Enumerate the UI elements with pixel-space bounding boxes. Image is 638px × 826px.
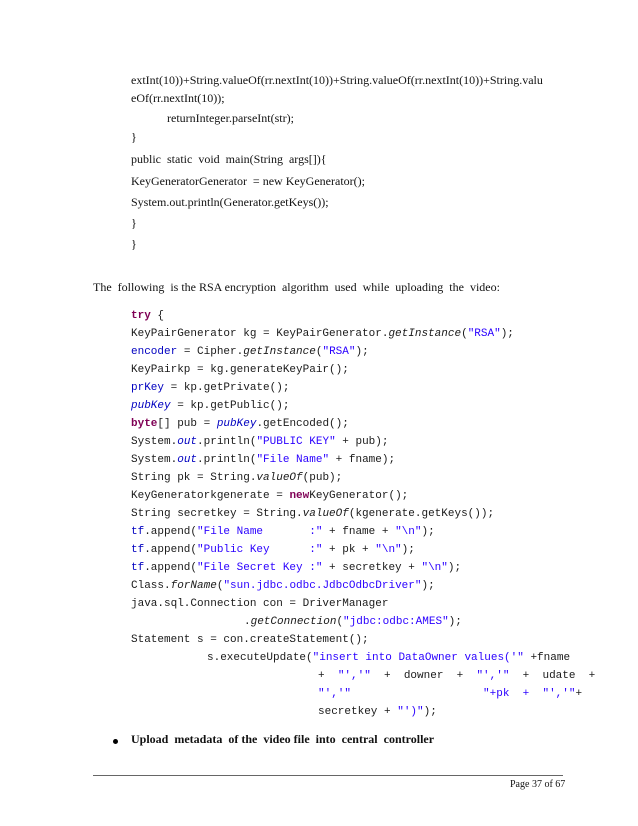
code-text: java.sql.Connection con = DriverManager bbox=[131, 598, 389, 610]
code-text: s.executeUpdate( bbox=[207, 652, 313, 664]
string-literal: "')" bbox=[397, 706, 424, 718]
field-name: pubKey bbox=[131, 400, 171, 412]
string-literal: "','" bbox=[476, 670, 510, 682]
method-name: getInstance bbox=[243, 346, 316, 358]
code-text: { bbox=[150, 310, 165, 322]
code-text: [] pub = bbox=[157, 418, 217, 430]
field-name: out bbox=[177, 436, 198, 448]
code-text: ); bbox=[500, 328, 514, 340]
string-literal: "PUBLIC KEY" bbox=[256, 436, 336, 448]
code-text: ( bbox=[315, 346, 323, 358]
footer-divider bbox=[93, 775, 563, 776]
top-code-line: extInt(10))+String.valueOf(rr.nextInt(10))+String.valueOf(rr.nextInt(10))+String.valu bbox=[131, 73, 543, 87]
code-text: .getEncoded(); bbox=[256, 418, 349, 430]
field-name: pubKey bbox=[216, 418, 257, 430]
code-line bbox=[131, 346, 369, 358]
string-literal: "File Name :" bbox=[197, 526, 323, 538]
code-line bbox=[131, 562, 461, 574]
top-code-line: returnInteger.parseInt(str); bbox=[167, 111, 294, 125]
code-text: Class. bbox=[131, 580, 171, 592]
code-line bbox=[131, 508, 494, 520]
code-line bbox=[244, 616, 462, 628]
top-code-line: } bbox=[131, 130, 137, 144]
method-name: forName bbox=[170, 580, 217, 592]
code-line bbox=[131, 580, 435, 592]
code-text: + bbox=[575, 688, 583, 700]
code-text: String pk = String. bbox=[131, 472, 257, 484]
field-name: out bbox=[177, 454, 198, 466]
code-text: + pk + bbox=[322, 544, 376, 556]
code-line bbox=[318, 670, 595, 682]
code-text: ( bbox=[216, 580, 224, 592]
code-text: + udate + bbox=[509, 670, 596, 682]
code-text: ( bbox=[461, 328, 468, 340]
top-code-line: System.out.println(Generator.getKeys()); bbox=[131, 195, 329, 209]
code-line bbox=[131, 382, 289, 394]
method-name: valueOf bbox=[302, 508, 349, 520]
code-line bbox=[131, 328, 514, 340]
keyword: new bbox=[289, 490, 310, 502]
code-text: Statement s = con.createStatement(); bbox=[131, 634, 369, 646]
code-line bbox=[131, 526, 435, 538]
string-literal: "jdbc:odbc:AMES" bbox=[343, 616, 449, 628]
string-literal: "RSA" bbox=[467, 328, 501, 340]
code-text: ); bbox=[421, 526, 435, 538]
code-line bbox=[131, 598, 388, 610]
string-literal: "','" bbox=[337, 670, 371, 682]
code-text: + secretkey + bbox=[322, 562, 422, 574]
top-code-line: } bbox=[131, 216, 137, 230]
code-text: .append( bbox=[144, 526, 198, 538]
field-name: tf bbox=[131, 526, 145, 538]
code-line bbox=[131, 472, 342, 484]
code-line bbox=[207, 652, 570, 664]
code-text: + pub); bbox=[335, 436, 389, 448]
code-line bbox=[318, 688, 582, 700]
string-literal: "insert into DataOwner values('" bbox=[312, 652, 524, 664]
code-text: = Cipher. bbox=[177, 346, 244, 358]
field-name: tf bbox=[131, 562, 145, 574]
field-name: prKey bbox=[131, 382, 165, 394]
string-literal: "','" bbox=[542, 688, 576, 700]
code-text: = kp.getPublic(); bbox=[170, 400, 290, 412]
code-text: ); bbox=[423, 706, 437, 718]
code-text: String secretkey = String. bbox=[131, 508, 303, 520]
code-line bbox=[131, 364, 349, 376]
code-text: .println( bbox=[197, 454, 257, 466]
code-text: KeyPairkp = kg.generateKeyPair(); bbox=[131, 364, 349, 376]
code-text: KeyGeneratorkgenerate = bbox=[131, 490, 290, 502]
code-text: = kp.getPrivate(); bbox=[164, 382, 290, 394]
code-line bbox=[131, 454, 395, 466]
code-line bbox=[131, 436, 388, 448]
code-text: . bbox=[244, 616, 251, 628]
code-text: +fname bbox=[523, 652, 571, 664]
code-text: System. bbox=[131, 436, 178, 448]
code-line bbox=[131, 310, 164, 322]
method-name: getInstance bbox=[388, 328, 462, 340]
string-literal: "\n" bbox=[421, 562, 448, 574]
code-line bbox=[131, 400, 289, 412]
string-literal: "\n" bbox=[375, 544, 402, 556]
code-text: secretkey + bbox=[318, 706, 398, 718]
top-code-line: } bbox=[131, 237, 137, 251]
string-literal: "RSA" bbox=[322, 346, 356, 358]
code-text: ); bbox=[448, 616, 462, 628]
code-text: ( bbox=[336, 616, 344, 628]
field-name: tf bbox=[131, 544, 145, 556]
code-line bbox=[318, 706, 437, 718]
string-literal: "sun.jdbc.odbc.JdbcOdbcDriver" bbox=[223, 580, 422, 592]
code-text: KeyPairGenerator kg = KeyPairGenerator. bbox=[131, 328, 389, 340]
code-text: (kgenerate.getKeys()); bbox=[348, 508, 495, 520]
bullet-item-text: Upload metadata of the video file into central controller bbox=[131, 732, 435, 746]
code-text: + fname + bbox=[322, 526, 396, 538]
code-text: + bbox=[318, 670, 338, 682]
string-literal: "File Secret Key :" bbox=[197, 562, 323, 574]
string-literal: "File Name" bbox=[256, 454, 330, 466]
code-text: ); bbox=[447, 562, 462, 574]
string-literal: "','" bbox=[318, 688, 352, 700]
code-text: ); bbox=[401, 544, 415, 556]
top-code-line: KeyGeneratorGenerator = new KeyGenerator(); bbox=[131, 174, 365, 188]
code-line bbox=[131, 418, 349, 430]
code-text: ); bbox=[421, 580, 435, 592]
code-text: .append( bbox=[144, 562, 198, 574]
method-name: getConnection bbox=[250, 616, 337, 628]
code-text bbox=[351, 688, 483, 700]
page-number: Page 37 of 67 bbox=[510, 779, 566, 790]
bullet-icon bbox=[113, 739, 118, 744]
method-name: valueOf bbox=[256, 472, 303, 484]
code-line bbox=[131, 634, 369, 646]
code-text: .append( bbox=[144, 544, 198, 556]
field-name: encoder bbox=[131, 346, 178, 358]
code-text: (pub); bbox=[302, 472, 343, 484]
string-literal: "\n" bbox=[395, 526, 422, 538]
code-text: + downer + bbox=[370, 670, 477, 682]
top-code-line: public static void main(String args[]){ bbox=[131, 152, 327, 166]
string-literal: "+pk + bbox=[483, 688, 543, 700]
keyword: byte bbox=[131, 418, 158, 430]
code-text: ); bbox=[355, 346, 369, 358]
top-code-line: eOf(rr.nextInt(10)); bbox=[131, 91, 225, 105]
string-literal: "Public Key :" bbox=[197, 544, 323, 556]
code-text: + fname); bbox=[329, 454, 396, 466]
code-line bbox=[131, 544, 415, 556]
intro-sentence: The following is the RSA encryption algorithm used while uploading the video: bbox=[93, 280, 500, 294]
code-line bbox=[131, 490, 408, 502]
keyword: try bbox=[131, 310, 151, 322]
code-text: KeyGenerator(); bbox=[309, 490, 409, 502]
code-text: .println( bbox=[197, 436, 257, 448]
code-text: System. bbox=[131, 454, 178, 466]
